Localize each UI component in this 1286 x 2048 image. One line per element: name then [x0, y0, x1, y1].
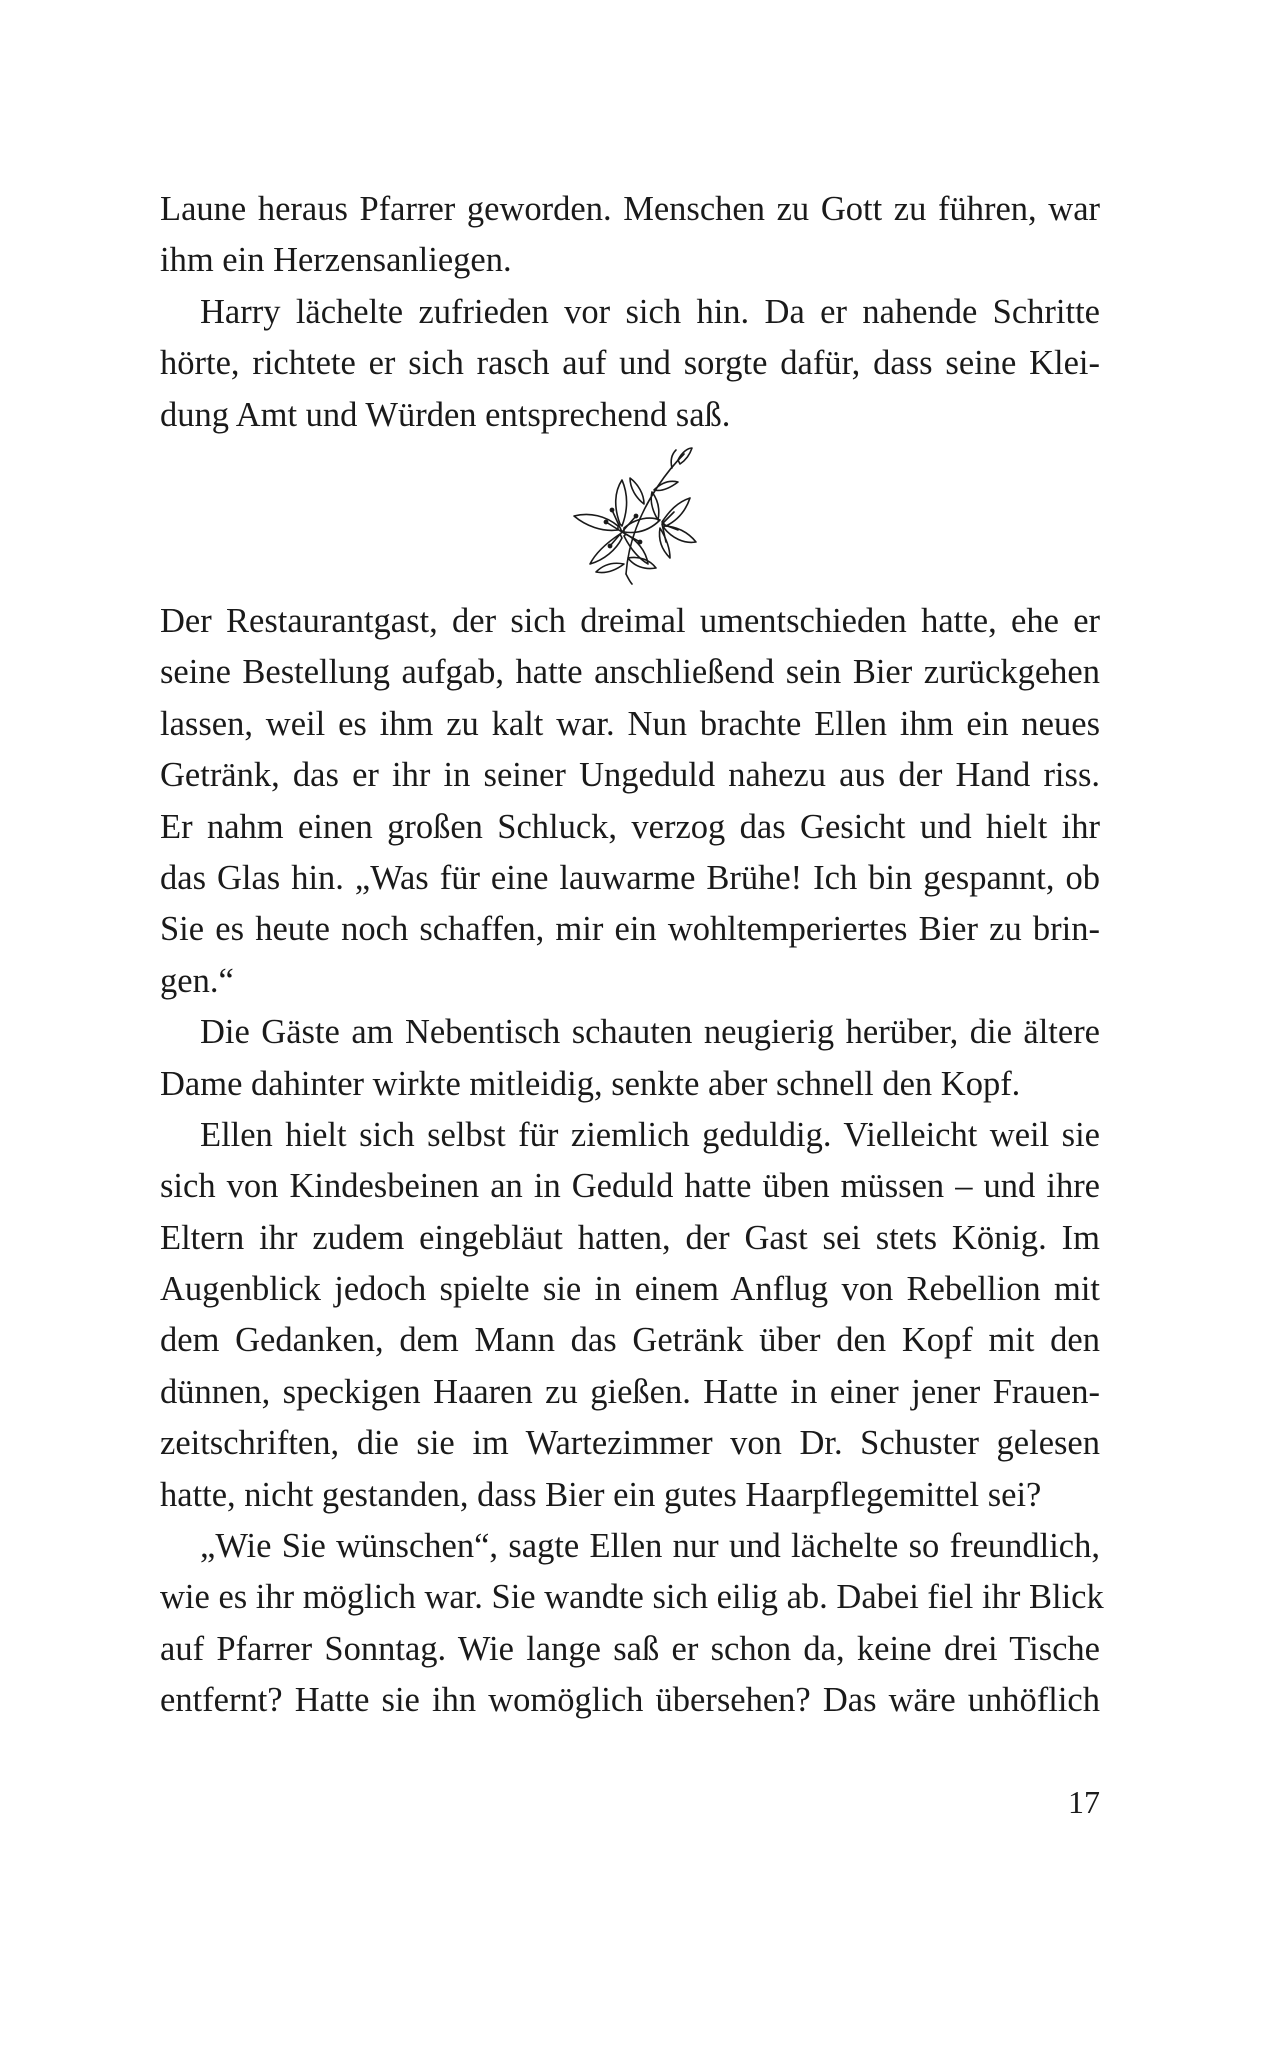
text-section-main: [160, 596, 1104, 1727]
text-line: Die Gäste am Nebentisch schauten neugierig herüber, die ältere: [200, 1013, 1100, 1052]
text-line: wie es ihr möglich war. Sie wandte sich eilig ab. Dabei fiel ihr Blick: [160, 1578, 1104, 1617]
text-line: ihm ein Herzensanliegen.: [160, 241, 512, 280]
text-line: das Glas hin. „Was für eine lauwarme Brühe! Ich bin gespannt, ob: [160, 858, 1100, 897]
text-line: Getränk, das er ihr in seiner Ungeduld nahezu aus der Hand riss.: [160, 756, 1100, 795]
text-line: Der Restaurantgast, der sich dreimal umentschieden hatte, ehe er: [160, 602, 1100, 640]
lily-flower-ornament-icon: [566, 446, 700, 586]
text-line: Eltern ihr zudem eingebläut hatten, der Gast sei stets König. Im: [160, 1218, 1100, 1257]
text-section-top: [160, 184, 1100, 441]
text-line: Er nahm einen großen Schluck, verzog das Gesicht und hielt ihr: [160, 807, 1100, 846]
text-line: Augenblick jedoch spielte sie in einem Anflug von Rebellion mit: [160, 1270, 1100, 1309]
text-line: lassen, weil es ihm zu kalt war. Nun brachte Ellen ihm ein neues: [160, 704, 1100, 743]
text-line: Dame dahinter wirkte mitleidig, senkte aber schnell den Kopf.: [160, 1064, 1021, 1103]
text-line: sich von Kindesbeinen an in Geduld hatte üben müssen – und ihre: [160, 1167, 1100, 1206]
text-line: entfernt? Hatte sie ihn womöglich übersehen? Das wäre unhöflich: [160, 1681, 1100, 1720]
text-line: Laune heraus Pfarrer geworden. Menschen zu Gott zu führen, war: [160, 190, 1100, 228]
text-line: Sie es heute noch schaffen, mir ein wohltemperiertes Bier zu brin-: [160, 910, 1100, 949]
page-number: 17: [1068, 1784, 1100, 1820]
text-line: gen.“: [160, 961, 234, 1000]
text-line: dem Gedanken, dem Mann das Getränk über den Kopf mit den: [160, 1321, 1100, 1360]
text-line: hatte, nicht gestanden, dass Bier ein gutes Haarpflegemittel sei?: [160, 1475, 1042, 1514]
text-line: hörte, richtete er sich rasch auf und sorgte dafür, dass seine Klei-: [160, 344, 1100, 383]
text-line: seine Bestellung aufgab, hatte anschließend sein Bier zurückgehen: [160, 653, 1100, 692]
text-line: dünnen, speckigen Haaren zu gießen. Hatte in einer jener Frauen-: [160, 1372, 1100, 1411]
text-line: zeitschriften, die sie im Wartezimmer von Dr. Schuster gelesen: [160, 1424, 1100, 1463]
text-line: Harry lächelte zufrieden vor sich hin. Da er nahende Schritte: [200, 292, 1100, 331]
text-line: „Wie Sie wünschen“, sagte Ellen nur und lächelte so freundlich,: [200, 1527, 1100, 1566]
text-line: auf Pfarrer Sonntag. Wie lange saß er schon da, keine drei Tische: [160, 1629, 1100, 1668]
text-line: dung Amt und Würden entsprechend saß.: [160, 395, 731, 434]
text-line: Ellen hielt sich selbst für ziemlich geduldig. Vielleicht weil sie: [200, 1115, 1100, 1154]
